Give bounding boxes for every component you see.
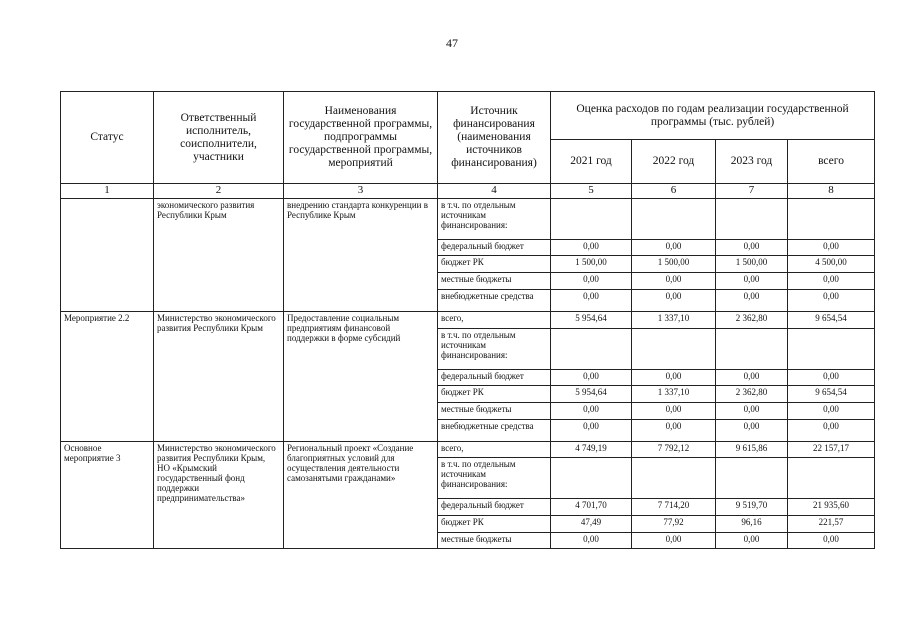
value-total-cell: 21 935,60: [788, 499, 875, 516]
header-estimate: Оценка расходов по годам реализации государственной программы (тыс. рублей): [551, 92, 875, 140]
source-cell: бюджет РК: [438, 386, 551, 403]
page-number: 47: [446, 36, 458, 50]
source-cell: местные бюджеты: [438, 533, 551, 549]
value-2023-cell: [716, 199, 788, 240]
value-total-cell: [788, 329, 875, 370]
value-2021-cell: 4 749,19: [551, 442, 632, 458]
measure-name-cell: Предоставление социальным предприятиям финансовой поддержки в форме субсидий: [284, 312, 438, 442]
value-2023-cell: 1 500,00: [716, 256, 788, 273]
value-2023-cell: 0,00: [716, 290, 788, 312]
source-cell: в т.ч. по отдельным источникам финансирования:: [438, 329, 551, 370]
value-2021-cell: 47,49: [551, 516, 632, 533]
value-total-cell: 4 500,00: [788, 256, 875, 273]
table-row: [61, 199, 875, 240]
value-2021-cell: 0,00: [551, 420, 632, 442]
source-cell: бюджет РК: [438, 516, 551, 533]
value-2023-cell: 2 362,80: [716, 386, 788, 403]
value-total-cell: 0,00: [788, 370, 875, 386]
column-index: 4: [438, 184, 551, 199]
value-2023-cell: 2 362,80: [716, 312, 788, 329]
value-2023-cell: 96,16: [716, 516, 788, 533]
value-2022-cell: [632, 329, 716, 370]
value-2023-cell: 0,00: [716, 403, 788, 420]
value-2022-cell: 0,00: [632, 533, 716, 549]
value-2022-cell: 0,00: [632, 290, 716, 312]
value-total-cell: 0,00: [788, 420, 875, 442]
responsible-cell: Министерство экономического развития Республики Крым: [154, 312, 284, 442]
value-2021-cell: 0,00: [551, 403, 632, 420]
status-cell: [61, 199, 154, 312]
column-index: 2: [154, 184, 284, 199]
value-2023-cell: 0,00: [716, 420, 788, 442]
value-2022-cell: 0,00: [632, 403, 716, 420]
column-index-row: [61, 184, 875, 199]
source-cell: бюджет РК: [438, 256, 551, 273]
value-2023-cell: 9 615,86: [716, 442, 788, 458]
value-2023-cell: 0,00: [716, 533, 788, 549]
source-cell: в т.ч. по отдельным источникам финансирования:: [438, 199, 551, 240]
value-2022-cell: 1 337,10: [632, 312, 716, 329]
value-2021-cell: 0,00: [551, 240, 632, 256]
value-2021-cell: [551, 199, 632, 240]
value-2022-cell: 0,00: [632, 273, 716, 290]
source-cell: местные бюджеты: [438, 403, 551, 420]
header-total: всего: [788, 140, 875, 184]
value-2021-cell: 0,00: [551, 273, 632, 290]
source-cell: внебюджетные средства: [438, 420, 551, 442]
responsible-cell: Министерство экономического развития Республики Крым, НО «Крымский государственный фонд поддержки предпринимательства»: [154, 442, 284, 549]
responsible-cell: экономического развития Республики Крым: [154, 199, 284, 312]
source-cell: в т.ч. по отдельным источникам финансирования:: [438, 458, 551, 499]
header-responsible: Ответственный исполнитель, соисполнители, участники: [154, 92, 284, 184]
value-2021-cell: [551, 329, 632, 370]
value-2021-cell: 0,00: [551, 370, 632, 386]
value-2021-cell: 4 701,70: [551, 499, 632, 516]
column-index: 8: [788, 184, 875, 199]
value-2023-cell: 9 519,70: [716, 499, 788, 516]
source-cell: всего,: [438, 442, 551, 458]
column-index: 5: [551, 184, 632, 199]
value-2023-cell: 0,00: [716, 240, 788, 256]
column-index: 3: [284, 184, 438, 199]
column-index: 7: [716, 184, 788, 199]
header-source: Источник финансирования (наименования источников финансирования): [438, 92, 551, 184]
header-year-2023: 2023 год: [716, 140, 788, 184]
value-total-cell: 9 654,54: [788, 312, 875, 329]
measure-name-cell: внедрению стандарта конкуренции в Республике Крым: [284, 199, 438, 312]
value-total-cell: 0,00: [788, 273, 875, 290]
table-row: [61, 442, 875, 458]
status-cell: Мероприятие 2.2: [61, 312, 154, 442]
value-total-cell: 0,00: [788, 290, 875, 312]
source-cell: внебюджетные средства: [438, 290, 551, 312]
value-2022-cell: [632, 458, 716, 499]
value-total-cell: 0,00: [788, 533, 875, 549]
value-total-cell: 22 157,17: [788, 442, 875, 458]
header-names: Наименования государственной программы, подпрограммы государственной программы, мероприятий: [284, 92, 438, 184]
value-total-cell: 0,00: [788, 240, 875, 256]
value-2021-cell: 0,00: [551, 290, 632, 312]
value-2021-cell: 5 954,64: [551, 312, 632, 329]
value-total-cell: [788, 458, 875, 499]
value-total-cell: 221,57: [788, 516, 875, 533]
value-2022-cell: 1 337,10: [632, 386, 716, 403]
value-2021-cell: 5 954,64: [551, 386, 632, 403]
value-2022-cell: 1 500,00: [632, 256, 716, 273]
table-body: [61, 199, 875, 549]
financing-table: [60, 91, 875, 549]
header-year-2022: 2022 год: [632, 140, 716, 184]
value-2023-cell: [716, 458, 788, 499]
source-cell: федеральный бюджет: [438, 240, 551, 256]
header-status: Статус: [61, 92, 154, 184]
value-2023-cell: 0,00: [716, 370, 788, 386]
value-2021-cell: 0,00: [551, 533, 632, 549]
value-2022-cell: 7 792,12: [632, 442, 716, 458]
table-row: [61, 312, 875, 329]
source-cell: федеральный бюджет: [438, 370, 551, 386]
value-total-cell: 0,00: [788, 403, 875, 420]
value-2023-cell: 0,00: [716, 273, 788, 290]
source-cell: федеральный бюджет: [438, 499, 551, 516]
column-index: 1: [61, 184, 154, 199]
header-year-2021: 2021 год: [551, 140, 632, 184]
measure-name-cell: Региональный проект «Создание благоприятных условий для осуществления деятельности самозанятыми гражданами»: [284, 442, 438, 549]
value-2022-cell: [632, 199, 716, 240]
value-2021-cell: 1 500,00: [551, 256, 632, 273]
value-2022-cell: 0,00: [632, 370, 716, 386]
value-2022-cell: 77,92: [632, 516, 716, 533]
value-total-cell: 9 654,54: [788, 386, 875, 403]
value-2022-cell: 7 714,20: [632, 499, 716, 516]
status-cell: Основное мероприятие 3: [61, 442, 154, 549]
value-2022-cell: 0,00: [632, 420, 716, 442]
source-cell: местные бюджеты: [438, 273, 551, 290]
value-2023-cell: [716, 329, 788, 370]
value-2021-cell: [551, 458, 632, 499]
value-2022-cell: 0,00: [632, 240, 716, 256]
value-total-cell: [788, 199, 875, 240]
source-cell: всего,: [438, 312, 551, 329]
column-index: 6: [632, 184, 716, 199]
